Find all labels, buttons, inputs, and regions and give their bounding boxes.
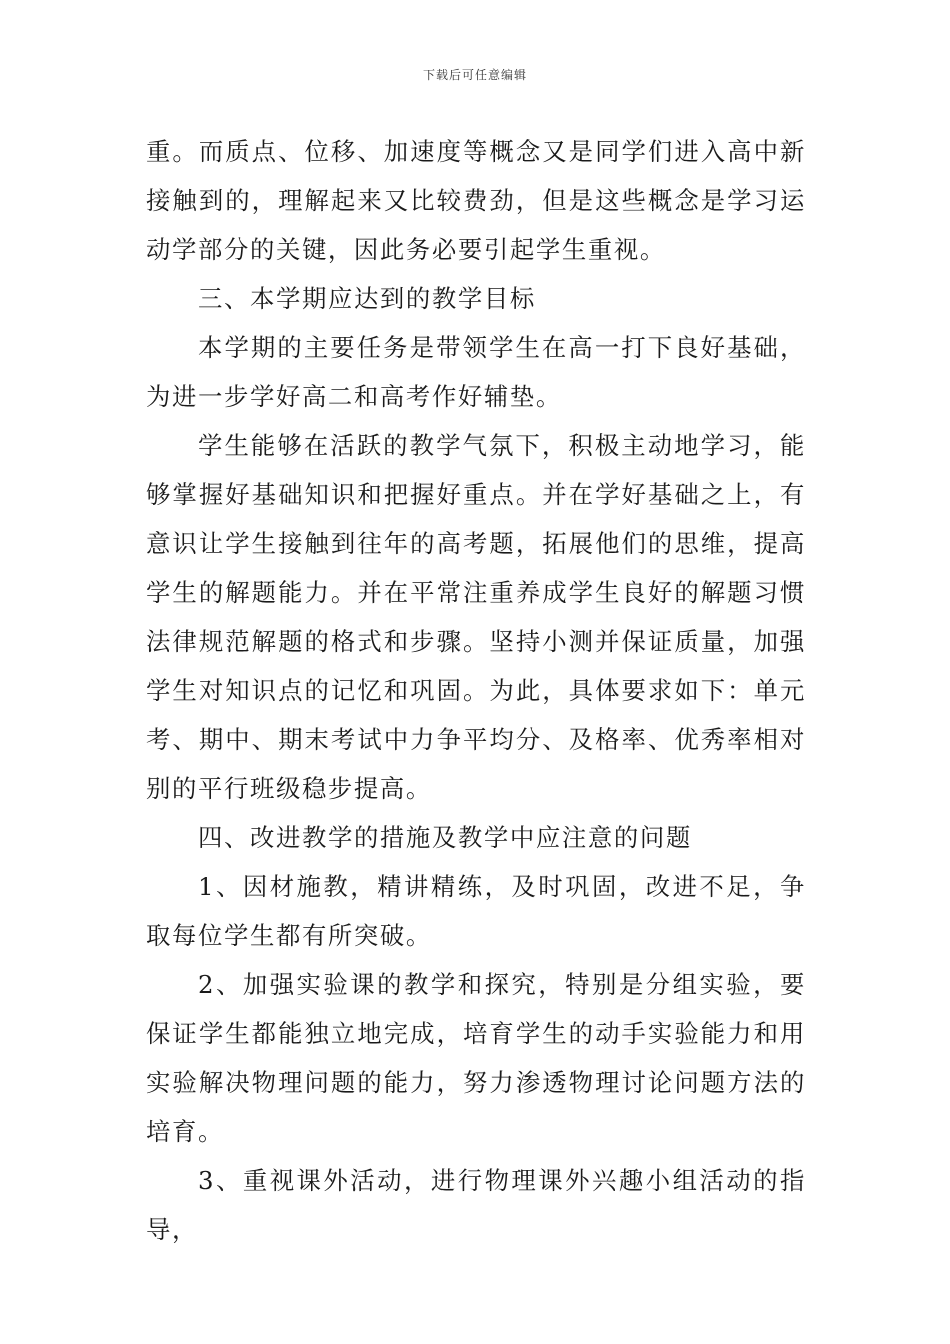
list-item-2: 2、加强实验课的教学和探究，特别是分组实验，要保证学生都能独立地完成，培育学生的动手实验能力和用实验解决物理问题的能力，努力渗透物理讨论问题方法的培育。	[146, 970, 806, 1146]
paragraph-student-requirements: 学生能够在活跃的教学气氛下，积极主动地学习，能够掌握好基础知识和把握好重点。并在学好基础之上，有意识让学生接触到往年的高考题，拓展他们的思维，提高学生的解题能力。并在平常注重养成学生良好的解题习惯法律规范解题的格式和步骤。坚持小测并保证质量，加强学生对知识点的记忆和巩固。为此，具体要求如下：单元考、期中、期末考试中力争平均分、及格率、优秀率相对别的平行班级稳步提高。	[146, 431, 806, 803]
page-header: 下载后可任意编辑	[422, 68, 527, 82]
document-body	[146, 127, 806, 1254]
section-heading-improvement-measures: 四、改进教学的措施及教学中应注意的问题	[198, 823, 692, 852]
paragraph-main-task: 本学期的主要任务是带领学生在高一打下良好基础，为进一步学好高二和高考作好辅垫。	[146, 333, 806, 411]
list-item-1: 1、因材施教，精讲精练，及时巩固，改进不足，争取每位学生都有所突破。	[146, 872, 806, 950]
paragraph-continuation: 重。而质点、位移、加速度等概念又是同学们进入高中新接触到的，理解起来又比较费劲，但是这些概念是学习运动学部分的关键，因此务必要引起学生重视。	[146, 137, 806, 264]
section-heading-teaching-goals: 三、本学期应达到的教学目标	[198, 284, 536, 313]
list-item-3: 3、重视课外活动，进行物理课外兴趣小组活动的指导，	[146, 1166, 806, 1244]
